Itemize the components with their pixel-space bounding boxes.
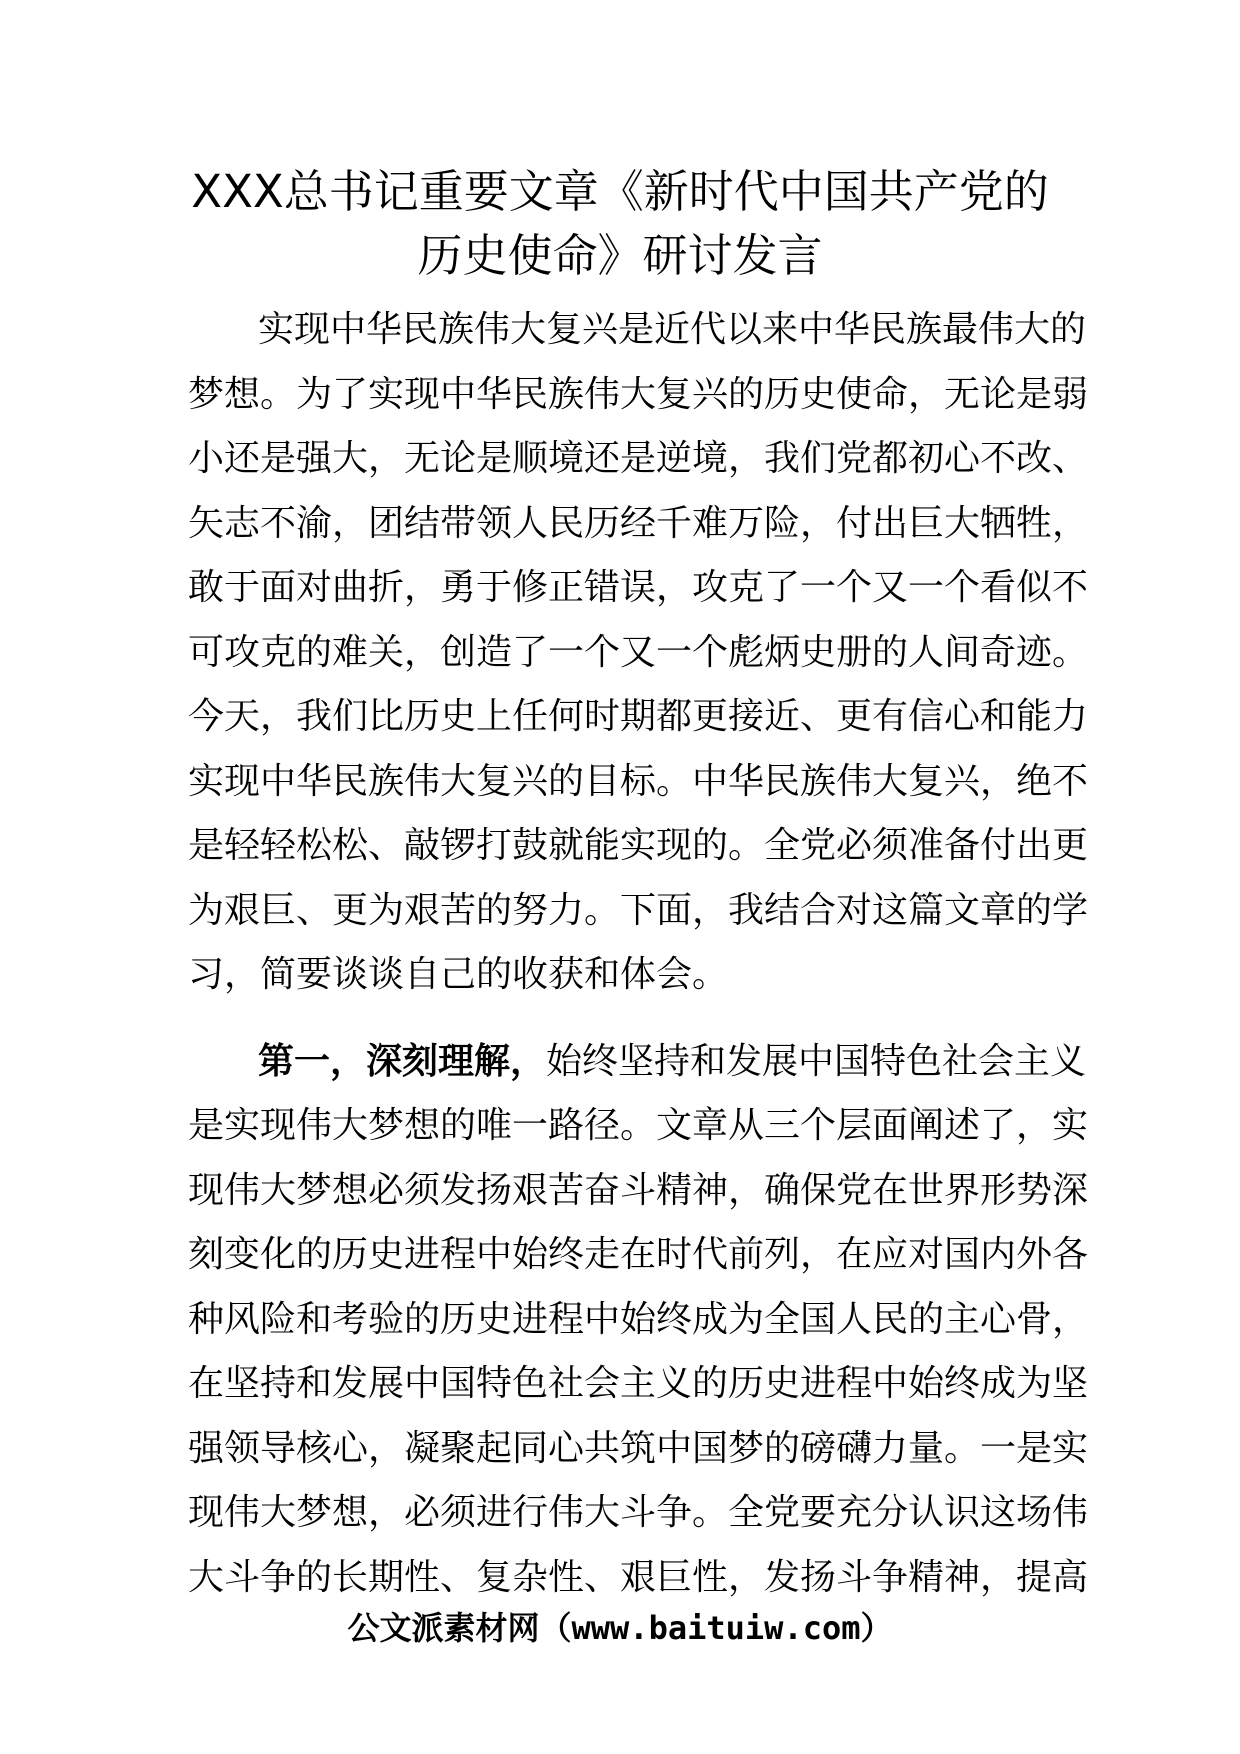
text-line: 种风险和考验的历史进程中始终成为全国人民的主心骨，: [188, 1298, 1089, 1340]
document-title: [150, 160, 1090, 288]
page-footer: [150, 1606, 1090, 1650]
footer-url[interactable]: （www.baituiw.com）: [539, 1609, 893, 1647]
text-line: 习，简要谈谈自己的收获和体会。: [188, 954, 729, 995]
paragraph-first-point: [188, 1030, 1089, 1611]
section-lead: 第一，深刻理解，: [258, 1040, 547, 1082]
text-line: 今天，我们比历史上任何时期都更接近、更有信心和能力: [188, 696, 1089, 737]
text-line: 现伟大梦想，必须进行伟大斗争。全党要充分认识这场伟: [188, 1492, 1089, 1533]
text-line: 大斗争的长期性、复杂性、艰巨性，发扬斗争精神，提高: [188, 1556, 1089, 1598]
text-line: 是轻轻松松、敲锣打鼓就能实现的。全党必须准备付出更: [188, 825, 1089, 866]
paragraph-gap: [188, 1008, 1052, 1030]
text-line: 刻变化的历史进程中始终走在时代前列，在应对国内外各: [188, 1234, 1089, 1275]
document-body: [188, 298, 1089, 1610]
text-line: 可攻克的难关，创造了一个又一个彪炳史册的人间奇迹。: [188, 631, 1089, 673]
text-fragment: 始终坚持和发展中国特色社会主义: [546, 1040, 1087, 1082]
text-line: 强领导核心，凝聚起同心共筑中国梦的磅礴力量。一是实: [188, 1427, 1089, 1469]
title-line: XXX总书记重要文章《新时代中国共产党的: [191, 165, 1049, 218]
text-line: 小还是强大，无论是顺境还是逆境，我们党都初心不改、: [188, 438, 1089, 479]
text-line: 在坚持和发展中国特色社会主义的历史进程中始终成为坚: [188, 1363, 1089, 1404]
text-line: 实现中华民族伟大复兴的目标。中华民族伟大复兴，绝不: [188, 760, 1089, 802]
text-line: 实现中华民族伟大复兴是近代以来中华民族最伟大的: [258, 309, 1087, 350]
title-line: 历史使命》研讨发言: [417, 229, 823, 282]
text-line: 矢志不渝，团结带领人民历经千难万险，付出巨大牺牲，: [188, 502, 1089, 544]
paragraph-intro: [188, 298, 1089, 1008]
text-line: 为艰巨、更为艰苦的努力。下面，我结合对这篇文章的学: [188, 889, 1089, 931]
text-line: [188, 1030, 1087, 1095]
footer-site-name: 公文派素材网: [347, 1609, 540, 1647]
text-line: 是实现伟大梦想的唯一路径。文章从三个层面阐述了，实: [188, 1105, 1089, 1146]
text-line: 现伟大梦想必须发扬艰苦奋斗精神，确保党在世界形势深: [188, 1169, 1089, 1211]
text-line: 梦想。为了实现中华民族伟大复兴的历史使命，无论是弱: [188, 373, 1089, 415]
text-line: 敢于面对曲折，勇于修正错误，攻克了一个又一个看似不: [188, 567, 1089, 608]
